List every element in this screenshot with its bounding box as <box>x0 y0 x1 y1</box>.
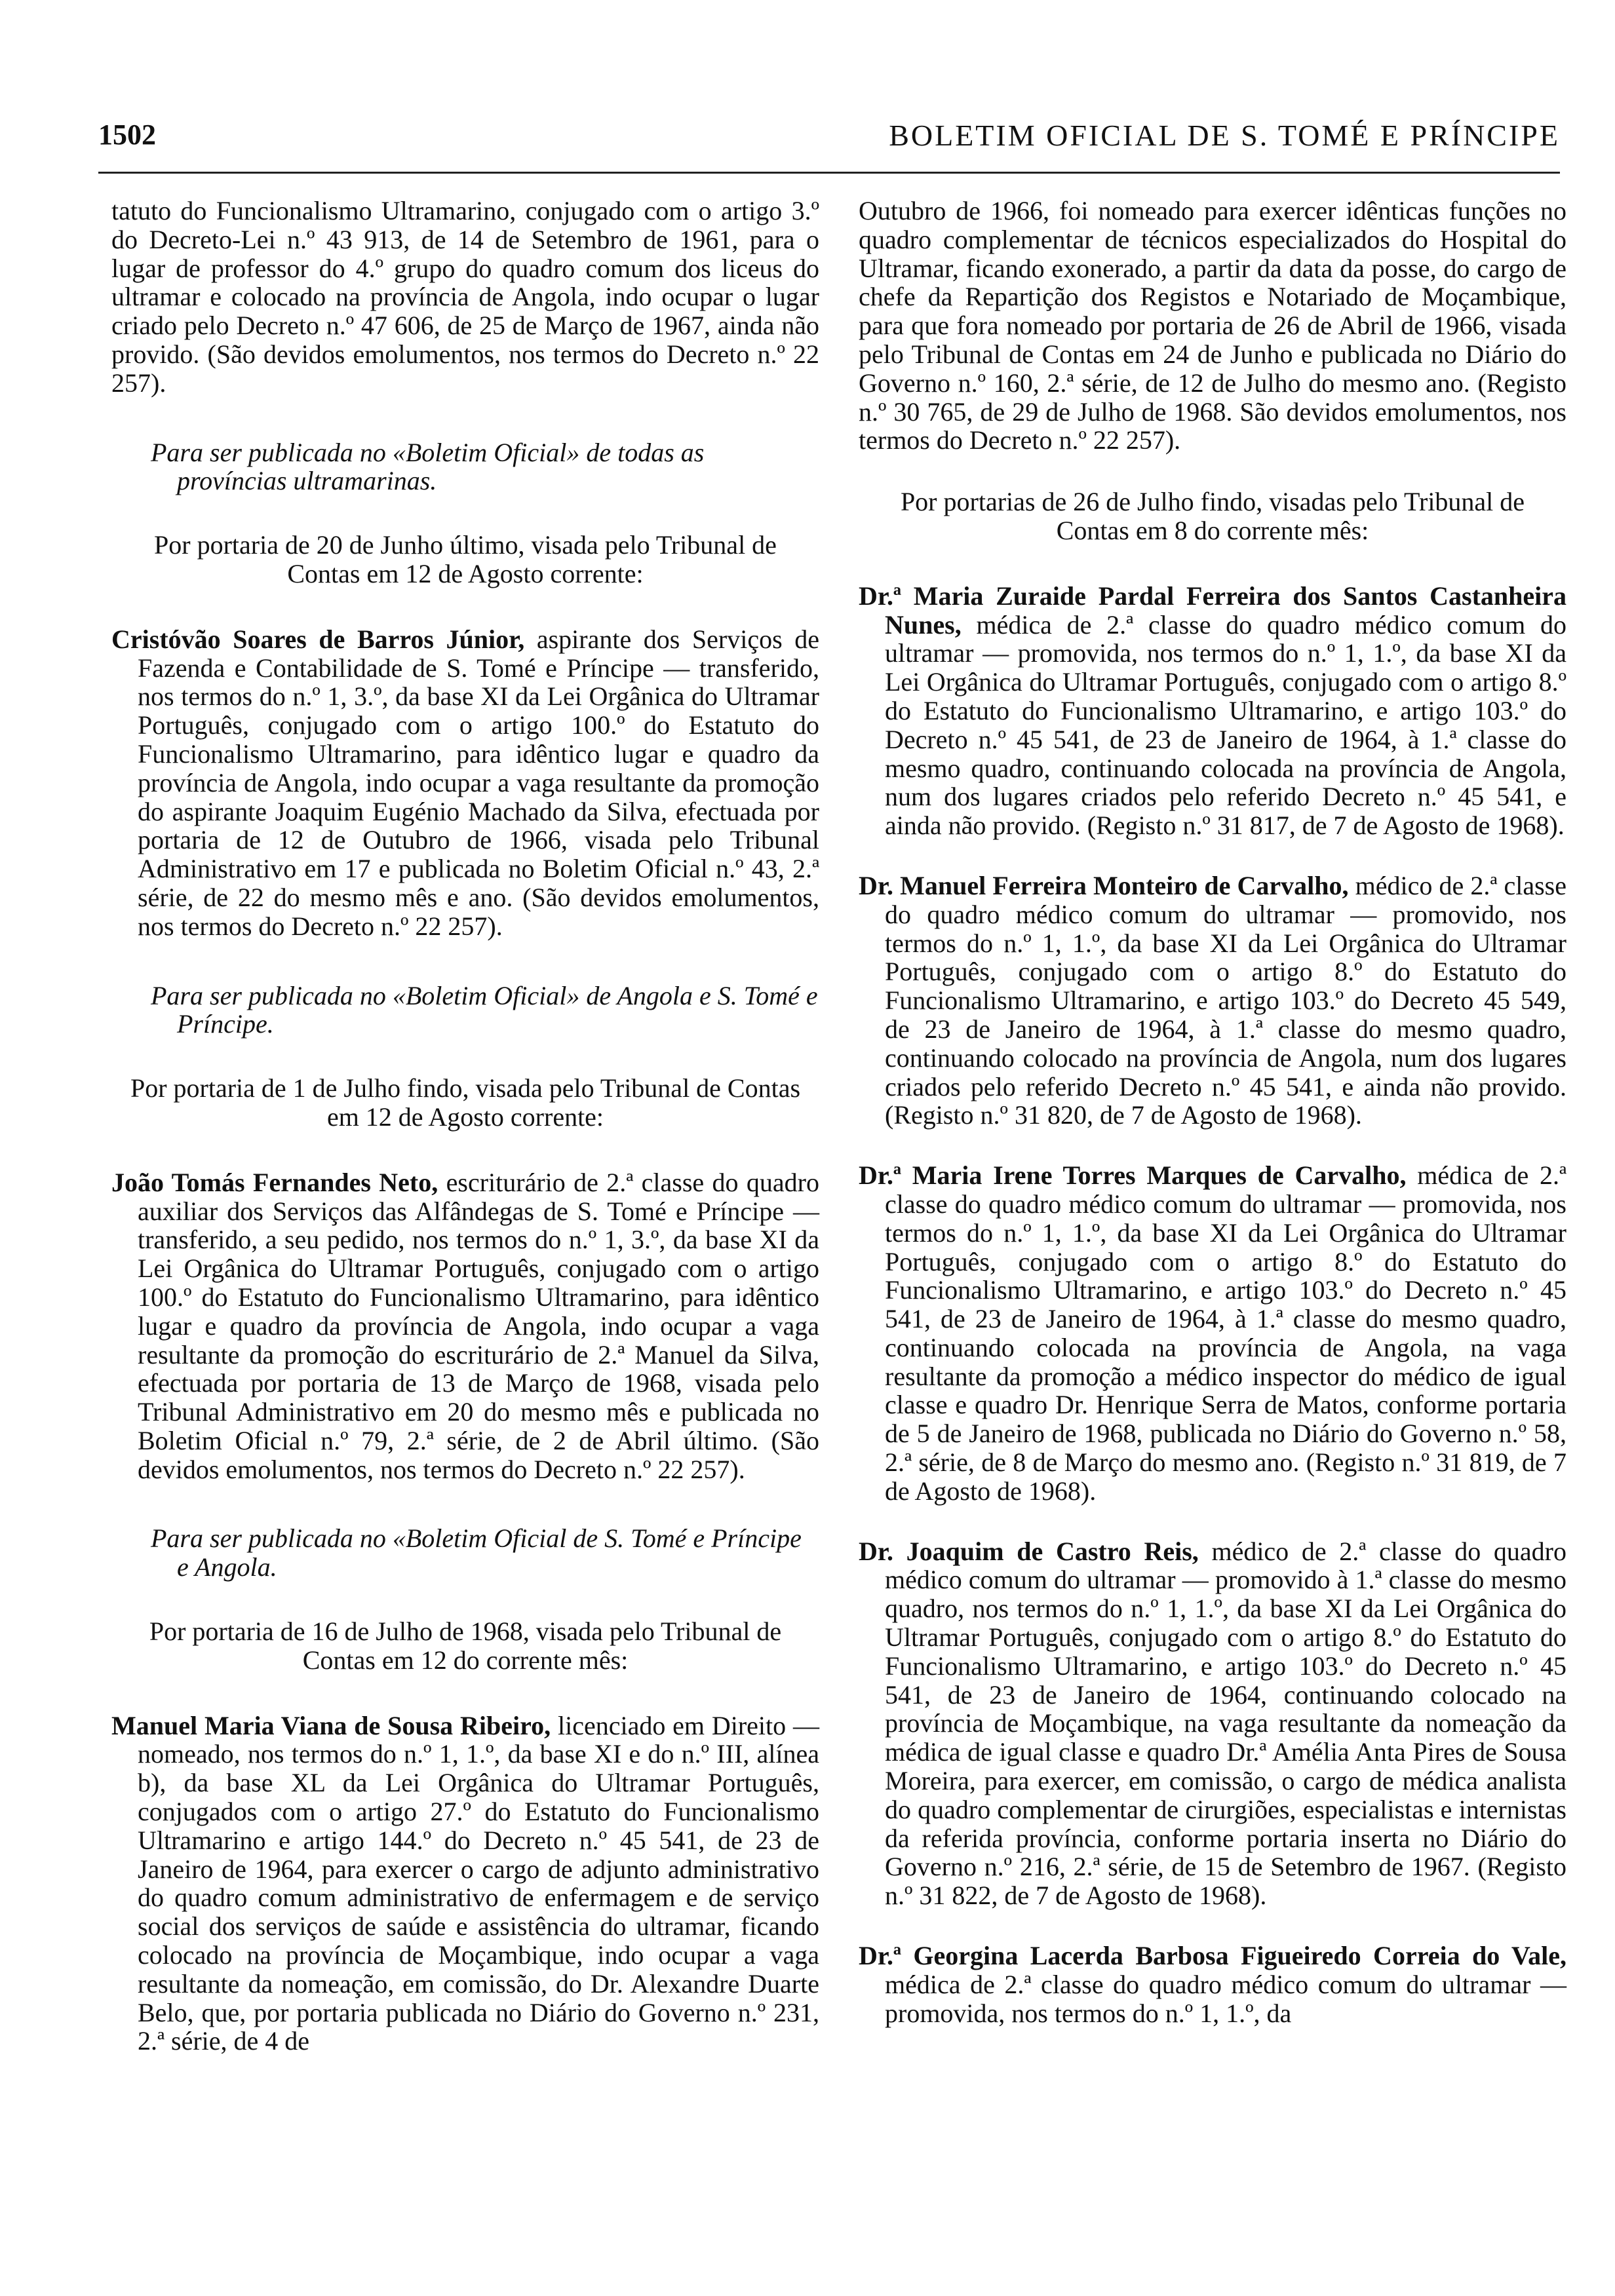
appointment-entry <box>859 1942 1566 2027</box>
appointment-entry <box>111 625 819 941</box>
entry-name: Cristóvão Soares de Barros Júnior, <box>111 624 525 654</box>
right-column <box>859 197 1566 2027</box>
page-header <box>98 111 1560 157</box>
entry-name: João Tomás Fernandes Neto, <box>111 1167 438 1197</box>
entry-text: aspirante dos Serviços de Fazenda e Contabilidade de S. Tomé e Príncipe — transferido, nos termos do n.º 1, 3.º, da base XI da Lei Orgânica do Ultramar Português, conjugado com o artigo 100.º do Estatuto do Funcionalismo Ultramarino, para idêntico lugar e quadro da província de Angola, indo ocupar a vaga resultante da promoção do aspirante Joaquim Eugénio Machado da Silva, efectuada por portaria de 12 de Outubro de 1966, visada pelo Tribunal Administrativo em 17 e publicada no Boletim Oficial n.º 43, 2.ª série, de 22 do mesmo mês e ano. (São devidos emolumentos, nos termos do Decreto n.º 22 257). <box>138 624 819 941</box>
entry-name: Dr. Manuel Ferreira Monteiro de Carvalho, <box>859 870 1349 900</box>
entry-name: Dr.ª Maria Zuraide Pardal Ferreira dos Santos Castanheira Nunes, <box>859 581 1566 640</box>
entry-text: médica de 2.ª classe do quadro médico comum do ultramar — promovida, nos termos do n.º 1, 1.º, da <box>885 1969 1566 2028</box>
entry-name: Dr.ª Georgina Lacerda Barbosa Figueiredo Correia do Vale, <box>859 1941 1566 1971</box>
appointment-entry <box>111 1712 819 2056</box>
appointment-entry <box>859 582 1566 840</box>
entry-text: médica de 2.ª classe do quadro médico comum do ultramar — promovida, nos termos do n.º 1, 1.º, da base XI da Lei Orgânica do Ultramar Português, conjugado com o artigo 8.º do Estatuto do Funcionalismo Ultramarino, e artigo 103.º do Decreto n.º 45 541, de 23 de Janeiro de 1964, à 1.ª classe do mesmo quadro, continuando colocada na província de Angola, num dos lugares criados pelo referido Decreto n.º 45 541, e ainda não provido. (Registo n.º 31 817, de 7 de Agosto de 1968). <box>885 609 1566 841</box>
entry-name: Dr.ª Maria Irene Torres Marques de Carvalho, <box>859 1160 1407 1191</box>
entry-text: licenciado em Direito — nomeado, nos termos do n.º 1, 1.º, da base XI e do n.º III, alínea b), da base XL da Lei Orgânica do Ultramar Português, conjugados com o artigo 27.º do Estatuto do Funcionalismo Ultramarino e artigo 144.º do Decreto n.º 45 541, de 23 de Janeiro de 1964, para exercer o cargo de adjunto administrativo do quadro comum administrativo de enfermagem e de serviço social dos serviços de saúde e assistência do ultramar, ficando colocado na província de Moçambique, indo ocupar a vaga resultante da nomeação, em comissão, do Dr. Alexandre Duarte Belo, que, por portaria publicada no Diário do Governo n.º 231, 2.ª série, de 4 de <box>138 1710 819 2056</box>
entry-name: Dr. Joaquim de Castro Reis, <box>859 1536 1199 1566</box>
entry-text: escriturário de 2.ª classe do quadro auxiliar dos Serviços das Alfândegas de S. Tomé e Príncipe — transferido, a seu pedido, nos termos do n.º 1, 3.º, da base XI da Lei Orgânica do Ultramar Português, conjugado com o artigo 100.º do Estatuto do Funcionalismo Ultramarino, para idêntico lugar e quadro da província de Angola, indo ocupar a vaga resultante da promoção do escriturário de 2.ª Manuel da Silva, efectuada por portaria de 13 de Março de 1968, visada pelo Tribunal Administrativo em 20 do mesmo mês e publicada no Boletim Oficial n.º 79, 2.ª série, de 2 de Abril último. (São devidos emolumentos, nos termos do Decreto n.º 22 257). <box>138 1167 820 1484</box>
appointment-entry <box>111 1168 819 1484</box>
portaria-intro: Por portaria de 16 de Julho de 1968, visada pelo Tribunal de Contas em 12 do corrente mês: <box>149 1617 782 1675</box>
appointment-entry <box>859 1161 1566 1506</box>
publication-note: Para ser publicada no «Boletim Oficial» de Angola e S. Tomé e Príncipe. <box>151 980 818 1039</box>
portaria-intro: Por portaria de 20 de Junho último, visada pelo Tribunal de Contas em 12 de Agosto corrente: <box>154 530 777 588</box>
continued-paragraph: tatuto do Funcionalismo Ultramarino, conjugado com o artigo 3.º do Decreto-Lei n.º 43 913, de 14 de Setembro de 1961, para o lugar de professor do 4.º grupo do quadro comum dos liceus do ultramar e colocado na província de Angola, indo ocupar o lugar criado pelo Decreto n.º 47 606, de 25 de Março de 1967, ainda não provido. (São devidos emolumentos, nos termos do Decreto n.º 22 257). <box>111 196 819 398</box>
publication-note: Para ser publicada no «Boletim Oficial» de todas as províncias ultramarinas. <box>151 437 705 496</box>
running-title: BOLETIM OFICIAL DE S. TOMÉ E PRÍNCIPE <box>889 119 1560 152</box>
appointment-entry <box>859 871 1566 1130</box>
entry-text: médico de 2.ª classe do quadro médico comum do ultramar — promovido à 1.ª classe do mesmo quadro, nos termos do n.º 1, 1.º, da base XI da Lei Orgânica do Ultramar Português, conjugado com o artigo 8.º do Estatuto do Funcionalismo Ultramarino, e artigo 103.º do Decreto n.º 45 541, de 23 de Janeiro de 1964, continuando colocado na província de Moçambique, na vaga resultante da nomeação da médica de igual classe e quadro Dr.ª Amélia Anta Pires de Sousa Moreira, para exercer, em comissão, o cargo de médica analista do quadro complementar de cirurgiões, especialistas e internistas da referida província, conforme portaria inserta no Diário do Governo n.º 216, 2.ª série, de 15 de Setembro de 1967. (Registo n.º 31 822, de 7 de Agosto de 1968). <box>885 1536 1566 1911</box>
portaria-intro: Por portaria de 1 de Julho findo, visada pelo Tribunal de Contas em 12 de Agosto corrente: <box>130 1073 801 1132</box>
entry-text: médica de 2.ª classe do quadro médico comum do ultramar — promovida, nos termos do n.º 1, 1.º, da base XI da Lei Orgânica do Ultramar Português, conjugado com o artigo 8.º do Estatuto do Funcionalismo Ultramarino, e artigo 103.º do Decreto n.º 45 541, de 23 de Janeiro de 1964, à 1.ª classe do mesmo quadro, continuando colocada na província de Angola, na vaga resultante da promoção a médico inspector do médico de igual classe e quadro Dr. Henrique Serra de Matos, conforme portaria de 5 de Janeiro de 1968, publicada no Diário do Governo n.º 58, 2.ª série, de 8 de Março do mesmo ano. (Registo n.º 31 819, de 7 de Agosto de 1968). <box>885 1160 1566 1506</box>
header-rule <box>98 172 1560 174</box>
continued-paragraph: Outubro de 1966, foi nomeado para exercer idênticas funções no quadro complementar de técnicos especializados do Hospital do Ultramar, ficando exonerado, a partir da data da posse, do cargo de chefe da Repartição dos Registos e Notariado de Moçambique, para que fora nomeado por portaria de 26 de Abril de 1966, visada pelo Tribunal de Contas em 24 de Junho e publicada no Diário do Governo n.º 160, 2.ª série, de 12 de Julho do mesmo ano. (Registo n.º 30 765, de 29 de Julho de 1968. São devidos emolumentos, nos termos do Decreto n.º 22 257). <box>859 196 1566 455</box>
left-column <box>111 197 819 2087</box>
entry-text: médico de 2.ª classe do quadro médico comum do ultramar — promovido, nos termos do n.º 1, 1.º, da base XI da Lei Orgânica do Ultramar Português, conjugado com o artigo 8.º do Estatuto do Funcionalismo Ultramarino, e artigo 103.º do Decreto 45 549, de 23 de Janeiro de 1964, à 1.ª classe do mesmo quadro, continuando colocado na província de Angola, num dos lugares criados pelo referido Decreto n.º 45 541, e ainda não provido. (Registo n.º 31 820, de 7 de Agosto de 1968). <box>885 870 1567 1130</box>
appointment-entry <box>859 1537 1566 1910</box>
publication-note: Para ser publicada no «Boletim Oficial de S. Tomé e Príncipe e Angola. <box>151 1523 802 1582</box>
portaria-intro: Por portarias de 26 de Julho findo, visadas pelo Tribunal de Contas em 8 do corrente mês: <box>900 487 1525 545</box>
entry-name: Manuel Maria Viana de Sousa Ribeiro, <box>111 1710 551 1740</box>
page-number: 1502 <box>98 119 156 151</box>
